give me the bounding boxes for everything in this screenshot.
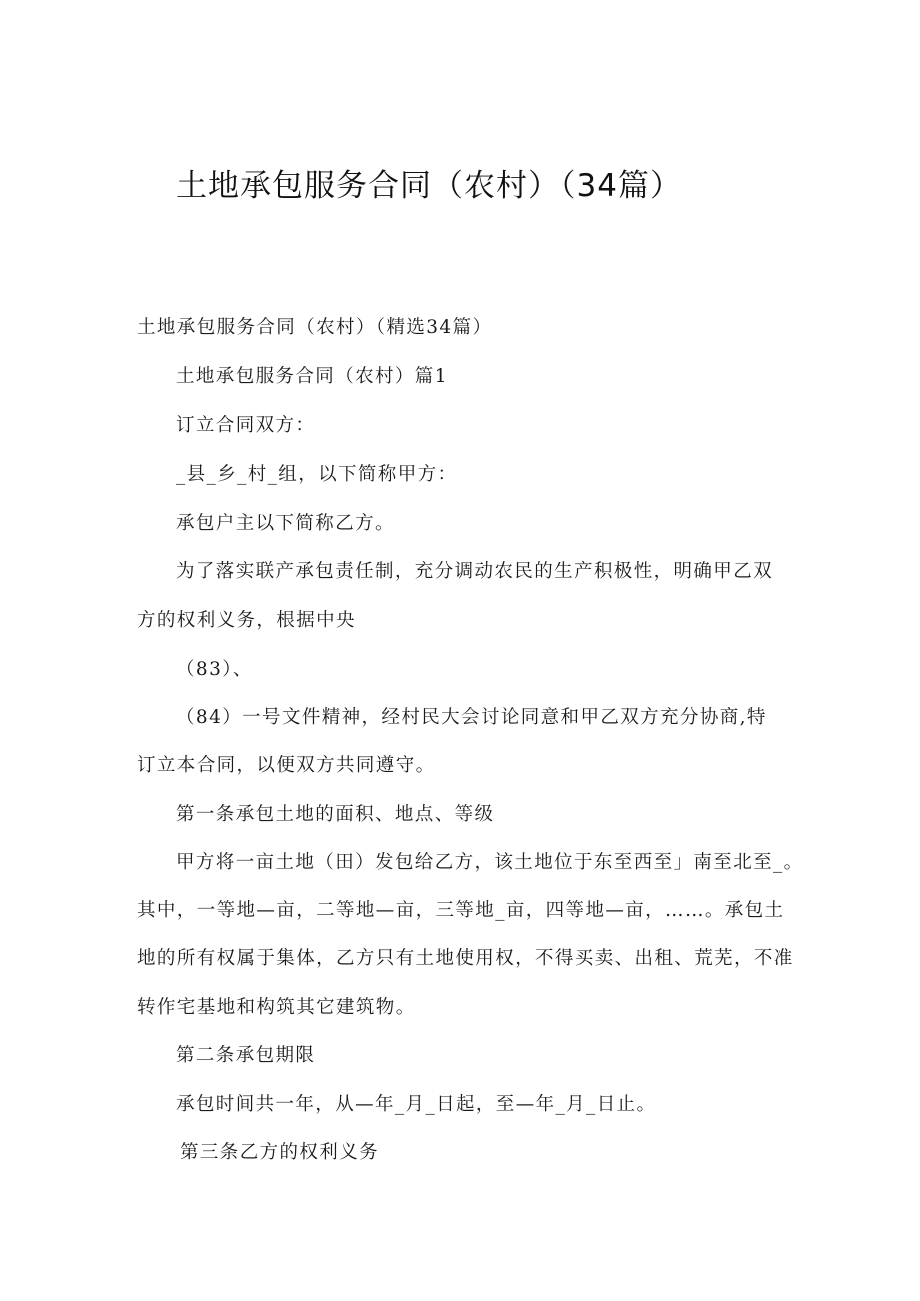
paragraph-line: （84）一号文件精神，经村民大会讨论同意和甲乙双方充分协商,特	[176, 707, 767, 728]
subtitle-line: 土地承包服务合同（农村）（精选34篇）	[137, 317, 493, 338]
paragraph-line: 甲方将一亩土地（田）发包给乙方，该土地位于东至西至」南至北至_。	[176, 852, 804, 873]
paragraph-line: 方的权利义务，根据中央	[137, 610, 356, 631]
article-heading-3: 第三条乙方的权利义务	[180, 1142, 380, 1163]
paragraph-line: 转作宅基地和构筑其它建筑物。	[137, 997, 416, 1018]
paragraph-line: 为了落实联产承包责任制，充分调动农民的生产积极性，明确甲乙双	[176, 561, 774, 582]
paragraph-line: 承包户主以下简称乙方。	[176, 513, 395, 534]
article-heading-2: 第二条承包期限	[176, 1045, 316, 1066]
article-heading-1: 第一条承包土地的面积、地点、等级	[176, 804, 495, 825]
paragraph-line: _县_乡_村_组，以下简称甲方：	[176, 464, 458, 485]
paragraph-line: 订立合同双方：	[176, 415, 316, 436]
section-heading-part-1: 土地承包服务合同（农村）篇1	[176, 366, 448, 387]
paragraph-line: （83）、	[176, 659, 253, 680]
paragraph-line: 承包时间共一年，从—年_月_日起，至—年_月_日止。	[176, 1094, 657, 1115]
paragraph-line: 地的所有权属于集体，乙方只有土地使用权，不得买卖、出租、荒芜，不准	[137, 948, 794, 969]
paragraph-line: 订立本合同，以便双方共同遵守。	[137, 755, 436, 776]
document-title: 土地承包服务合同（农村）（34篇）	[176, 168, 682, 204]
paragraph-line: 其中，一等地—亩，二等地—亩，三等地_亩，四等地—亩，……。承包土	[137, 900, 785, 921]
